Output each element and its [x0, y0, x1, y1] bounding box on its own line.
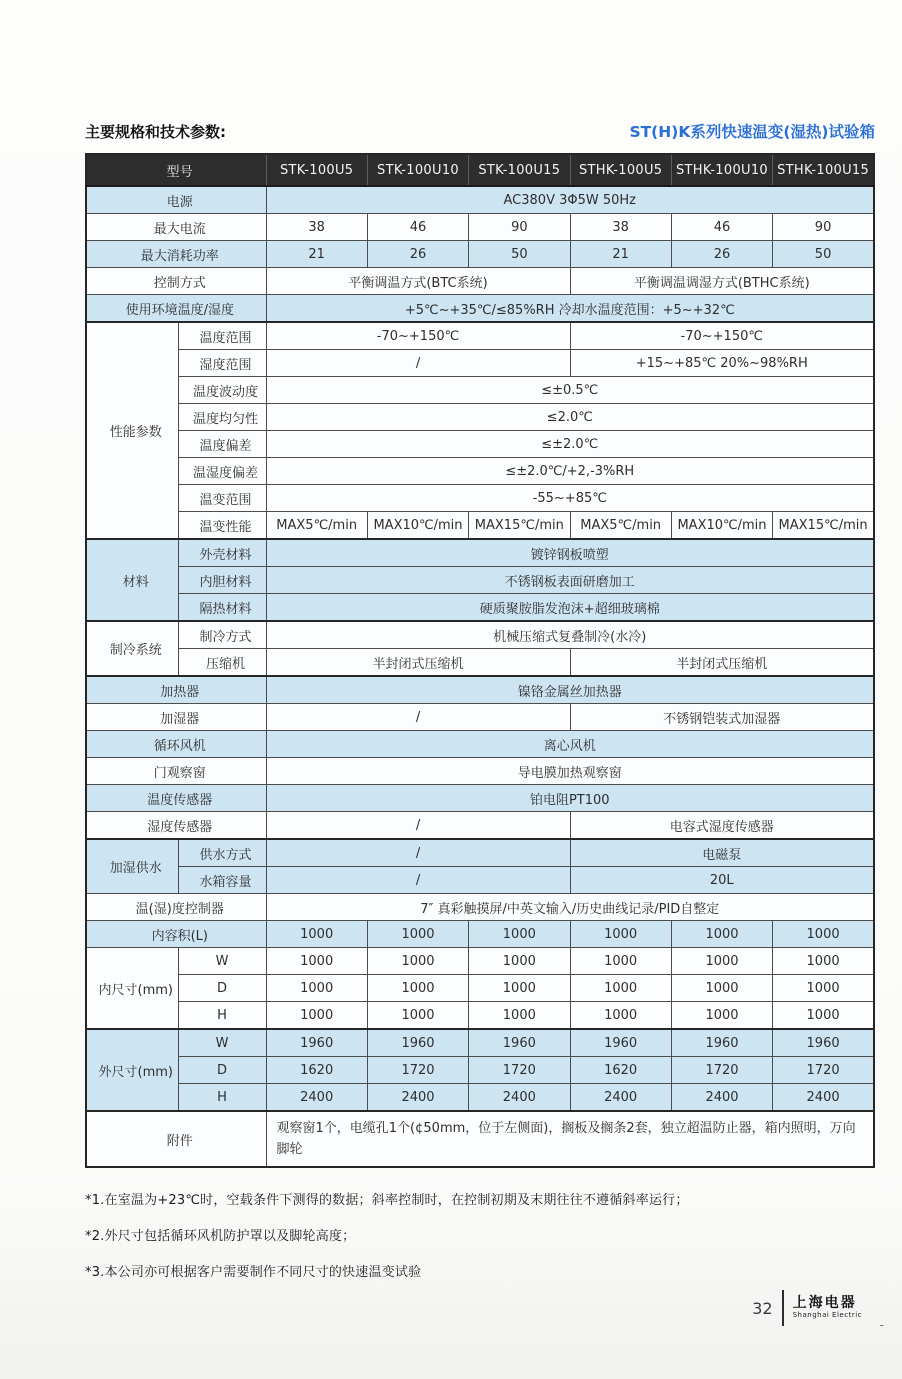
spec-value: 1000 [367, 948, 468, 975]
sub-label: D [178, 1057, 266, 1084]
spec-value: 20L [570, 867, 874, 894]
spec-value: MAX15℃/min [773, 512, 874, 540]
spec-value: 电容式湿度传感器 [570, 812, 874, 840]
row-max-current [86, 214, 874, 241]
page-footer [752, 1290, 862, 1326]
spec-value: 1960 [469, 1029, 570, 1057]
spec-value: 1000 [671, 921, 772, 948]
header-model-label: 型号 [86, 154, 266, 186]
sub-label: W [178, 1029, 266, 1057]
spec-value: 2400 [266, 1084, 367, 1112]
row-label: 最大电流 [86, 214, 266, 241]
spec-value: +5℃~+35℃/≤85%RH 冷却水温度范围：+5~+32℃ [266, 295, 874, 323]
spec-value: 50 [469, 241, 570, 268]
spec-value: 1000 [367, 1002, 468, 1030]
row-th-deviation [86, 458, 874, 485]
row-volume [86, 921, 874, 948]
footnote: *1.在室温为+23℃时，空载条件下测得的数据；斜率控制时，在控制初期及末期往往不遵循斜率运行； [85, 1193, 689, 1208]
spec-value: 平衡调温调湿方式(BTHC系统) [570, 268, 874, 295]
group-label-refrigeration: 制冷系统 [86, 621, 178, 676]
row-water-method [86, 839, 874, 867]
spec-value: 机械压缩式复叠制冷(水冷) [266, 621, 874, 649]
spec-value: -55~+85℃ [266, 485, 874, 512]
row-window [86, 758, 874, 785]
header-model: STHK-100U15 [773, 154, 874, 186]
row-outer-w [86, 1029, 874, 1057]
sub-label: 水箱容量 [178, 867, 266, 894]
header-model: STK-100U15 [469, 154, 570, 186]
spec-value: 90 [469, 214, 570, 241]
spec-value: 1000 [773, 921, 874, 948]
header-model: STK-100U5 [266, 154, 367, 186]
catalog-page [85, 120, 875, 1297]
header-model: STHK-100U10 [671, 154, 772, 186]
spec-value: MAX10℃/min [671, 512, 772, 540]
row-water-tank [86, 867, 874, 894]
row-label: 温度传感器 [86, 785, 266, 812]
spec-value: 26 [367, 241, 468, 268]
spec-value: 1000 [570, 921, 671, 948]
series-title: ST(H)K系列快速温变(湿热)试验箱 [629, 123, 875, 141]
spec-value: 硬质聚胺脂发泡沫+超细玻璃棉 [266, 594, 874, 622]
row-label: 门观察窗 [86, 758, 266, 785]
brand-name-cn: 上海电器 [792, 1295, 857, 1312]
spec-value: 1000 [671, 1002, 772, 1030]
row-label: 加热器 [86, 676, 266, 704]
spec-value: 2400 [570, 1084, 671, 1112]
spec-value: MAX5℃/min [570, 512, 671, 540]
row-label: 附件 [86, 1111, 266, 1167]
group-label-inner-size: 内尺寸(mm) [86, 948, 178, 1030]
row-label: 湿度传感器 [86, 812, 266, 840]
spec-value: 镀锌钢板喷塑 [266, 539, 874, 567]
edge-mark: - [879, 1318, 884, 1332]
spec-value: / [266, 839, 570, 867]
sub-label: 温度偏差 [178, 431, 266, 458]
sub-label: 温变性能 [178, 512, 266, 540]
row-label: 温(湿)度控制器 [86, 894, 266, 921]
footer-divider [782, 1290, 784, 1326]
row-fan [86, 731, 874, 758]
spec-value: 导电膜加热观察窗 [266, 758, 874, 785]
spec-value: 1000 [469, 948, 570, 975]
spec-value: 不锈钢铠装式加湿器 [570, 704, 874, 731]
row-accessories [86, 1111, 874, 1167]
spec-value: 1000 [367, 921, 468, 948]
spec-value: 2400 [469, 1084, 570, 1112]
row-uniformity [86, 404, 874, 431]
sub-label: 温湿度偏差 [178, 458, 266, 485]
spec-table [85, 153, 875, 1168]
row-label: 内容积(L) [86, 921, 266, 948]
spec-value: ≤2.0℃ [266, 404, 874, 431]
spec-value: 1000 [773, 1002, 874, 1030]
footnotes [85, 1189, 875, 1280]
row-ambient [86, 295, 874, 323]
spec-value: 50 [773, 241, 874, 268]
spec-value: 半封闭式压缩机 [266, 649, 570, 677]
row-label: 最大消耗功率 [86, 241, 266, 268]
row-heater [86, 676, 874, 704]
group-label-material: 材料 [86, 539, 178, 621]
sub-label: 隔热材料 [178, 594, 266, 622]
spec-value: 1000 [266, 948, 367, 975]
spec-value: AC380V 3Φ5W 50Hz [266, 186, 874, 214]
title-bar [85, 120, 875, 142]
row-refrigeration-method [86, 621, 874, 649]
sub-label: 供水方式 [178, 839, 266, 867]
row-temp-sensor [86, 785, 874, 812]
sub-label: 温度波动度 [178, 377, 266, 404]
spec-value: / [266, 812, 570, 840]
header-model: STHK-100U5 [570, 154, 671, 186]
spec-value: 平衡调温方式(BTC系统) [266, 268, 570, 295]
sub-label: D [178, 975, 266, 1002]
row-liner-material [86, 567, 874, 594]
spec-value: ≤±2.0℃/+2,-3%RH [266, 458, 874, 485]
spec-value: 46 [367, 214, 468, 241]
spec-value: 2400 [671, 1084, 772, 1112]
spec-value: 1000 [266, 921, 367, 948]
row-fluctuation [86, 377, 874, 404]
row-change-range [86, 485, 874, 512]
spec-value: 1000 [469, 1002, 570, 1030]
spec-value: 1000 [570, 948, 671, 975]
spec-value: 7″ 真彩触摸屏/中英文输入/历史曲线记录/PID自整定 [266, 894, 874, 921]
row-humi-sensor [86, 812, 874, 840]
spec-value: 铂电阻PT100 [266, 785, 874, 812]
header-model: STK-100U10 [367, 154, 468, 186]
sub-label: W [178, 948, 266, 975]
spec-value: 1960 [671, 1029, 772, 1057]
spec-value: 1000 [266, 1002, 367, 1030]
sub-label: 湿度范围 [178, 350, 266, 377]
spec-value: 1000 [266, 975, 367, 1002]
row-inner-w [86, 948, 874, 975]
spec-value: 1960 [773, 1029, 874, 1057]
spec-value: 1720 [367, 1057, 468, 1084]
spec-value: 1720 [773, 1057, 874, 1084]
spec-value: 1720 [671, 1057, 772, 1084]
spec-value: 38 [570, 214, 671, 241]
spec-value: 1620 [570, 1057, 671, 1084]
sub-label: 内胆材料 [178, 567, 266, 594]
row-humidifier [86, 704, 874, 731]
row-label: 加湿器 [86, 704, 266, 731]
spec-value: 46 [671, 214, 772, 241]
sub-label: 制冷方式 [178, 621, 266, 649]
sub-label: 温度均匀性 [178, 404, 266, 431]
row-shell-material [86, 539, 874, 567]
sub-label: H [178, 1002, 266, 1030]
sub-label: H [178, 1084, 266, 1112]
spec-value: ≤±0.5℃ [266, 377, 874, 404]
page-title: 主要规格和技术参数: [85, 123, 226, 141]
spec-value: 1960 [266, 1029, 367, 1057]
group-label-performance: 性能参数 [86, 322, 178, 539]
spec-value: 1000 [570, 975, 671, 1002]
group-label-water-supply: 加湿供水 [86, 839, 178, 894]
row-insulation-material [86, 594, 874, 622]
spec-value: 1000 [671, 975, 772, 1002]
spec-value: 21 [266, 241, 367, 268]
spec-value: 离心风机 [266, 731, 874, 758]
row-label: 循环风机 [86, 731, 266, 758]
spec-value: 电磁泵 [570, 839, 874, 867]
spec-value: MAX15℃/min [469, 512, 570, 540]
model-header-row [86, 154, 874, 186]
group-label-outer-size: 外尺寸(mm) [86, 1029, 178, 1111]
page-number: 32 [752, 1298, 773, 1318]
row-temp-range [86, 322, 874, 350]
row-label: 使用环境温度/湿度 [86, 295, 266, 323]
spec-value: 38 [266, 214, 367, 241]
spec-value: 1000 [367, 975, 468, 1002]
spec-value: 半封闭式压缩机 [570, 649, 874, 677]
row-label: 控制方式 [86, 268, 266, 295]
spec-value: +15~+85℃ 20%~98%RH [570, 350, 874, 377]
spec-value: 1000 [773, 975, 874, 1002]
row-control [86, 268, 874, 295]
brand-logo [793, 1296, 862, 1319]
row-inner-d [86, 975, 874, 1002]
row-max-power [86, 241, 874, 268]
spec-value: 1960 [570, 1029, 671, 1057]
row-controller [86, 894, 874, 921]
spec-value: 1000 [671, 948, 772, 975]
row-humi-range [86, 350, 874, 377]
spec-value: 不锈钢板表面研磨加工 [266, 567, 874, 594]
spec-value: 2400 [367, 1084, 468, 1112]
spec-value: 1720 [469, 1057, 570, 1084]
spec-value: MAX5℃/min [266, 512, 367, 540]
spec-value: 1000 [469, 975, 570, 1002]
spec-value: -70~+150℃ [570, 322, 874, 350]
spec-value: 2400 [773, 1084, 874, 1112]
spec-value: 1960 [367, 1029, 468, 1057]
footnote: *3.本公司亦可根据客户需要制作不同尺寸的快速温变试验 [85, 1265, 422, 1280]
spec-value: 90 [773, 214, 874, 241]
footnote: *2.外尺寸包括循环风机防护罩以及脚轮高度； [85, 1229, 356, 1244]
spec-value: 1000 [773, 948, 874, 975]
row-compressor [86, 649, 874, 677]
sub-label: 压缩机 [178, 649, 266, 677]
spec-value: 21 [570, 241, 671, 268]
row-outer-d [86, 1057, 874, 1084]
row-label: 电源 [86, 186, 266, 214]
brand-name-en: Shanghai Electric [792, 1310, 862, 1319]
spec-value: 1620 [266, 1057, 367, 1084]
spec-value: 镍铬金属丝加热器 [266, 676, 874, 704]
spec-value: 1000 [570, 1002, 671, 1030]
sub-label: 温度范围 [178, 322, 266, 350]
spec-value: / [266, 704, 570, 731]
spec-value: 26 [671, 241, 772, 268]
spec-value: 1000 [469, 921, 570, 948]
row-outer-h [86, 1084, 874, 1112]
spec-value: MAX10℃/min [367, 512, 468, 540]
row-inner-h [86, 1002, 874, 1030]
row-deviation [86, 431, 874, 458]
spec-value: ≤±2.0℃ [266, 431, 874, 458]
row-power [86, 186, 874, 214]
sub-label: 外壳材料 [178, 539, 266, 567]
spec-value: / [266, 867, 570, 894]
spec-value: / [266, 350, 570, 377]
sub-label: 温变范围 [178, 485, 266, 512]
spec-value: 观察窗1个，电缆孔1个(¢50mm，位于左侧面)，搁板及搁条2套，独立超温防止器，箱内照明，万向脚轮 [266, 1111, 874, 1167]
spec-value: -70~+150℃ [266, 322, 570, 350]
row-change-perf [86, 512, 874, 540]
